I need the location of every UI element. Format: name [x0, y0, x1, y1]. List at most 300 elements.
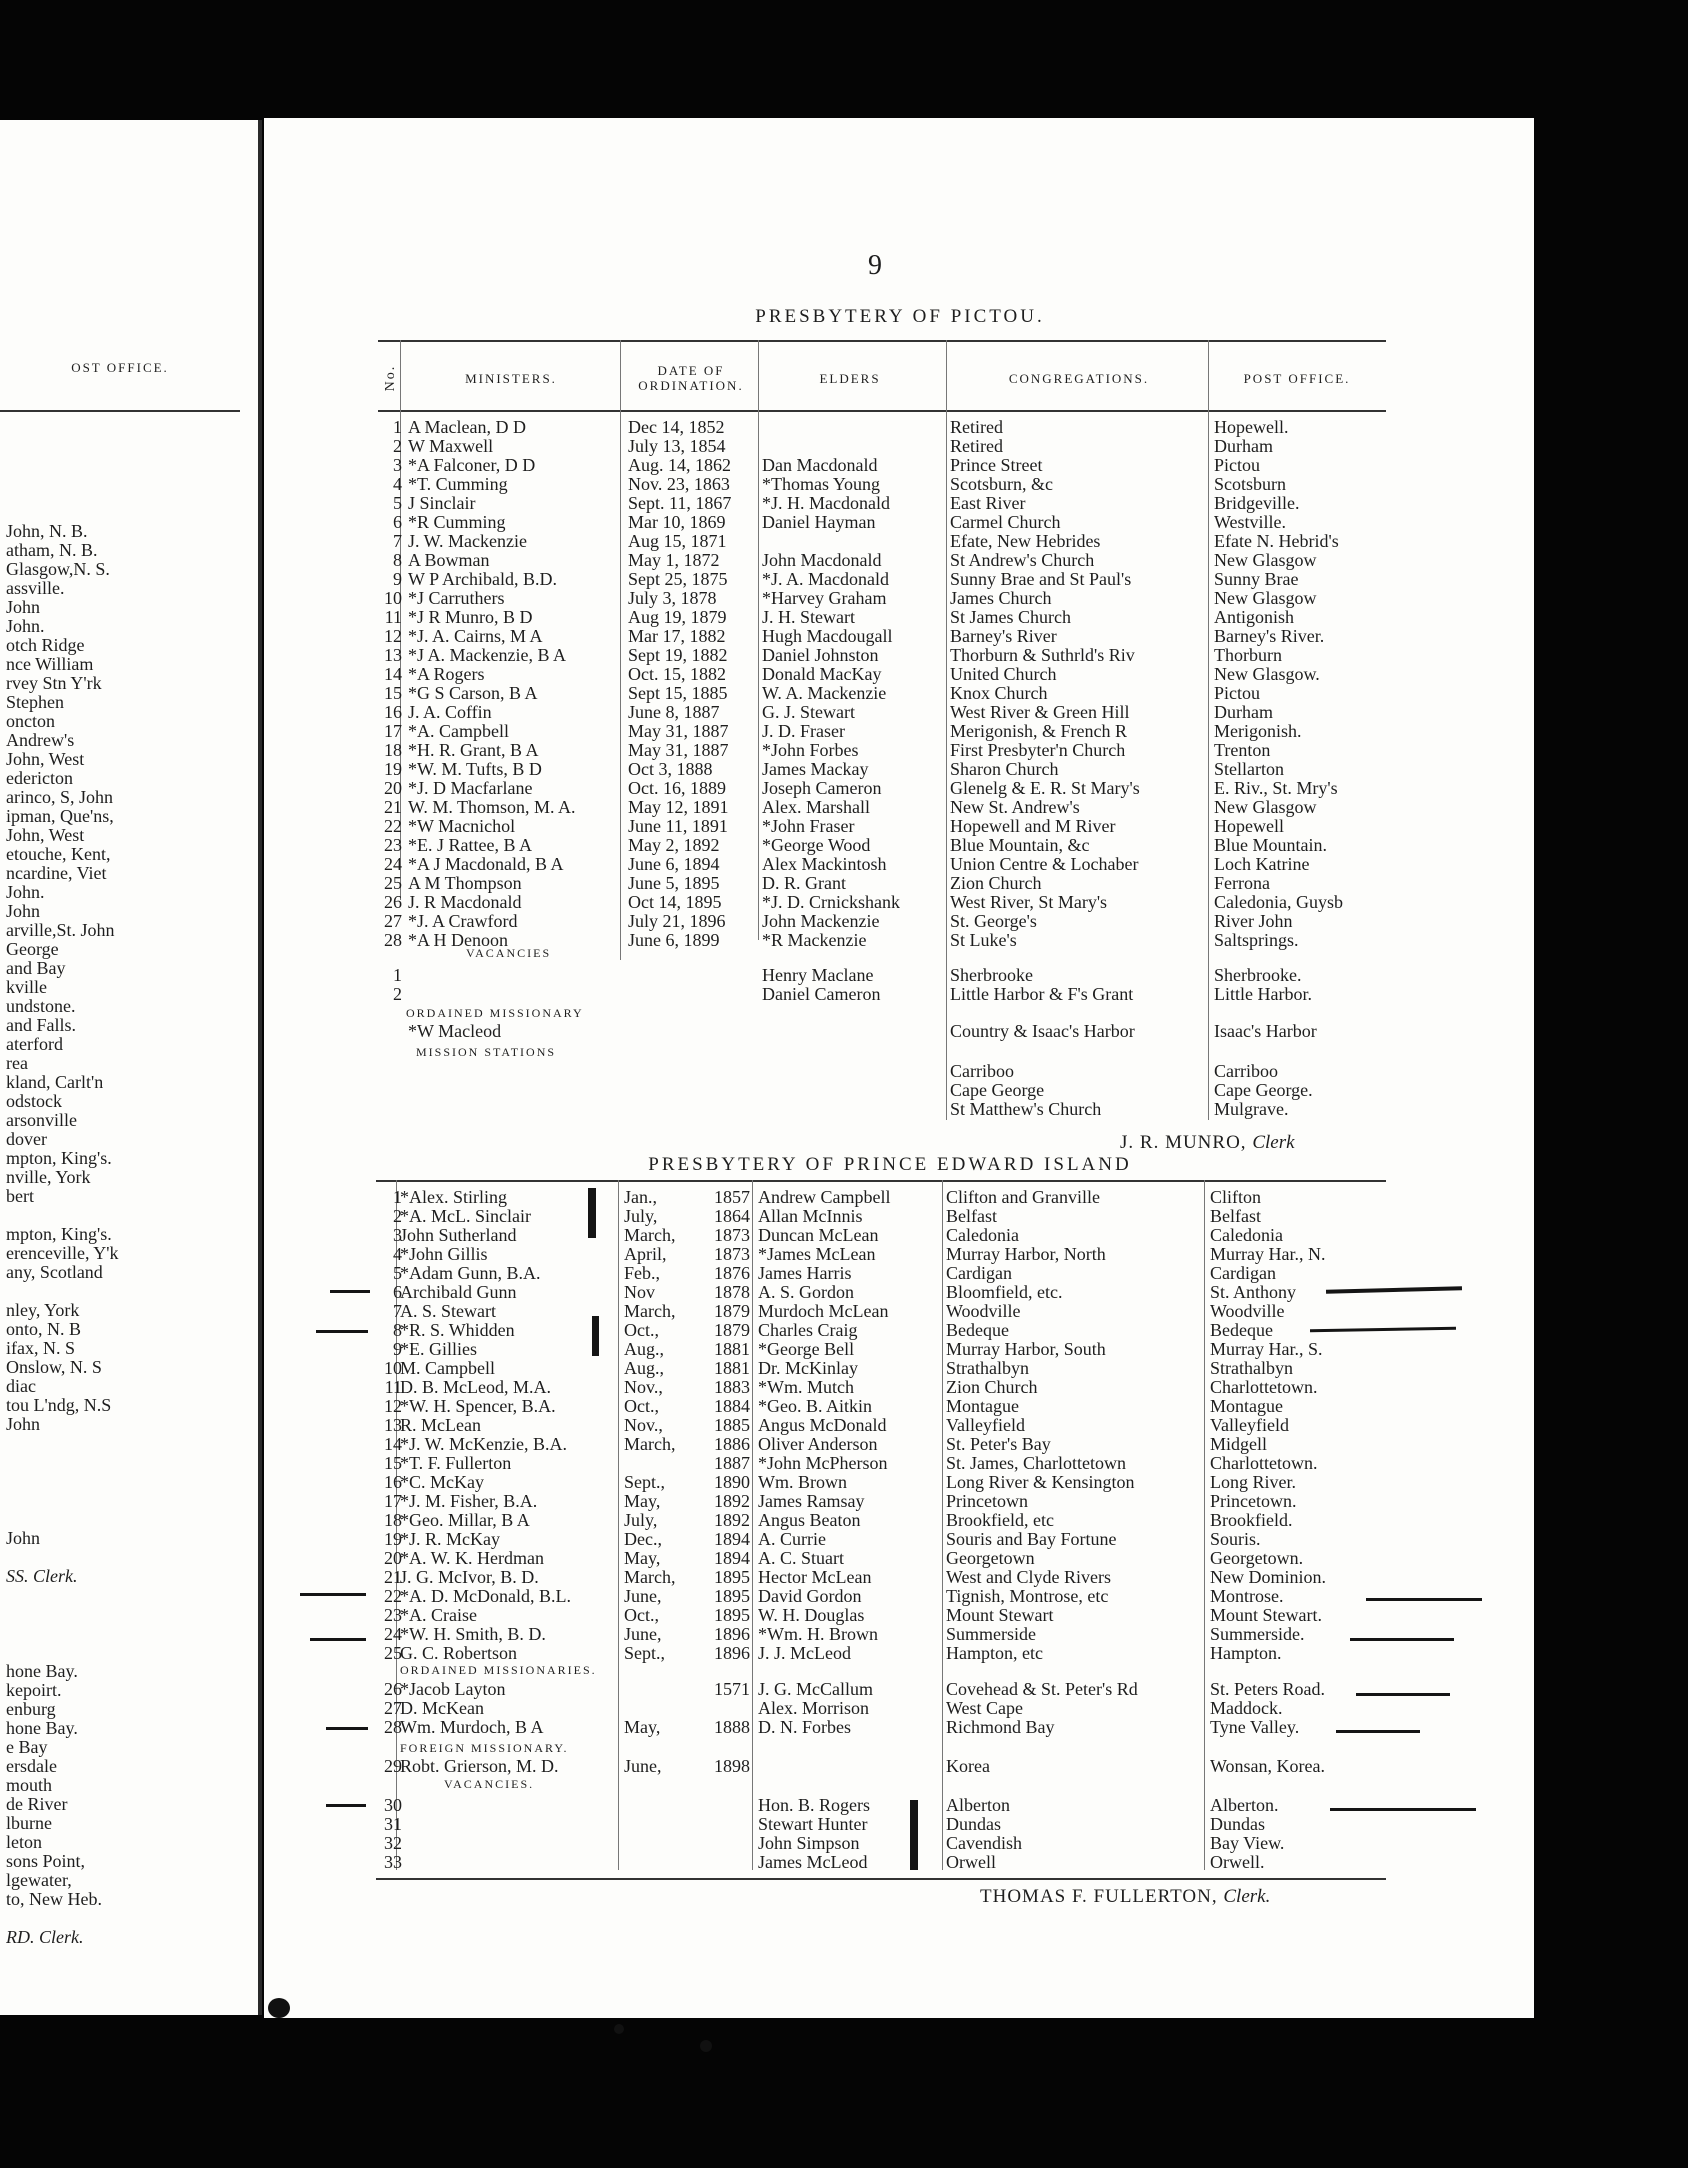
table-row — [380, 798, 1380, 817]
left-page-line: ersdale — [6, 1757, 57, 1776]
ordination-date: Mar 17, 1882 — [628, 627, 726, 646]
congregation: Hopewell and M River — [950, 817, 1116, 836]
pei-clerk — [980, 1886, 1270, 1908]
left-page-line: RD. Clerk. — [6, 1928, 84, 1947]
minister-name: *A. D. McDonald, B.L. — [400, 1587, 571, 1606]
post-office: Westville. — [1214, 513, 1287, 532]
row-number: 21 — [384, 798, 402, 817]
congregation: Merigonish, & French R — [950, 722, 1127, 741]
elder-name: D. R. Grant — [762, 874, 846, 893]
left-page-line: lburne — [6, 1814, 52, 1833]
elder-name: Charles Craig — [758, 1321, 858, 1340]
table-row — [380, 513, 1380, 532]
header-ordination: DATE OF ORDINATION. — [638, 363, 744, 393]
row-number: 27 — [384, 912, 402, 931]
ordination-year: 1896 — [714, 1644, 750, 1663]
congregation: Georgetown — [946, 1549, 1035, 1568]
ordination-date: May 2, 1892 — [628, 836, 720, 855]
row-number: 4 — [393, 1245, 402, 1264]
elder-name: John Macdonald — [762, 551, 882, 570]
congregation: Caledonia — [946, 1226, 1019, 1245]
row-number: 26 — [384, 1680, 402, 1699]
left-page-line: John — [6, 902, 41, 921]
post-office: Trenton — [1214, 741, 1271, 760]
row-number: 7 — [393, 532, 402, 551]
left-page-line: ipman, Que'ns, — [6, 807, 114, 826]
elder-name: *Geo. B. Aitkin — [758, 1397, 873, 1416]
left-page-line: John — [6, 598, 41, 617]
congregation: West Cape — [946, 1699, 1024, 1718]
post-office: Summerside. — [1210, 1625, 1305, 1644]
congregation: Sharon Church — [950, 760, 1059, 779]
left-page-line: any, Scotland — [6, 1263, 103, 1282]
left-page-line: diac — [6, 1377, 36, 1396]
congregation: Zion Church — [950, 874, 1042, 893]
ordination-year: 1896 — [714, 1625, 750, 1644]
minister-name: *J. D Macfarlane — [408, 779, 533, 798]
ordination-month: Nov — [624, 1283, 655, 1302]
row-number: 13 — [384, 646, 402, 665]
table-row — [380, 893, 1380, 912]
minister-name: *J A. Mackenzie, B A — [408, 646, 566, 665]
minister-name: *John Gillis — [400, 1245, 488, 1264]
table-row — [380, 684, 1380, 703]
left-page-line: and Bay — [6, 959, 66, 978]
congregation: Sunny Brae and St Paul's — [950, 570, 1132, 589]
table-row — [380, 703, 1380, 722]
post-office: Blue Mountain. — [1214, 836, 1327, 855]
minister-name: *A. Craise — [400, 1606, 477, 1625]
post-office: Stellarton — [1214, 760, 1284, 779]
pictou-clerk-name: J. R. MUNRO, — [1120, 1132, 1247, 1153]
row-number: 24 — [384, 1625, 402, 1644]
ordination-year: 1881 — [714, 1359, 750, 1378]
ordination-date: Sept. 11, 1867 — [628, 494, 732, 513]
left-page-line: tou L'ndg, N.S — [6, 1396, 112, 1415]
row-number: 2 — [393, 985, 402, 1004]
minister-name: *W. H. Spencer, B.A. — [400, 1397, 556, 1416]
table-row — [380, 1321, 1380, 1340]
post-office: Pictou — [1214, 456, 1261, 475]
row-number: 6 — [393, 513, 402, 532]
elder-name: Daniel Hayman — [762, 513, 876, 532]
ordination-month: June, — [624, 1587, 662, 1606]
congregation: St. Peter's Bay — [946, 1435, 1051, 1454]
congregation: Clifton and Granville — [946, 1188, 1100, 1207]
row-number: 19 — [384, 1530, 402, 1549]
minister-name: *J. W. McKenzie, B.A. — [400, 1435, 567, 1454]
congregation: St Andrew's Church — [950, 551, 1095, 570]
elder-name: *John Fraser — [762, 817, 855, 836]
elder-name: Joseph Cameron — [762, 779, 882, 798]
row-number: 22 — [384, 817, 402, 836]
elder-name: *Wm. H. Brown — [758, 1625, 878, 1644]
elder-name: J. D. Fraser — [762, 722, 845, 741]
elder-name: A. S. Gordon — [758, 1283, 855, 1302]
pen-mark — [1366, 1598, 1482, 1601]
ink-blot — [700, 2040, 712, 2052]
post-office: Belfast — [1210, 1207, 1261, 1226]
post-office: Saltsprings. — [1214, 931, 1299, 950]
table-row — [380, 1062, 1380, 1081]
post-office: New Glasgow — [1214, 589, 1317, 608]
minister-name: R. McLean — [400, 1416, 481, 1435]
post-office: Charlottetown. — [1210, 1454, 1318, 1473]
post-office: Merigonish. — [1214, 722, 1302, 741]
post-office: Cape George. — [1214, 1081, 1313, 1100]
post-office: Wonsan, Korea. — [1210, 1757, 1326, 1776]
left-page-line: e Bay — [6, 1738, 48, 1757]
congregation: Murray Harbor, North — [946, 1245, 1106, 1264]
table-row — [380, 817, 1380, 836]
pictou-ordained-missionary-label: ORDAINED MISSIONARY — [406, 1006, 584, 1020]
ordination-month: Sept., — [624, 1473, 666, 1492]
table-row — [380, 1022, 1380, 1041]
row-number: 1 — [393, 1188, 402, 1207]
row-number: 10 — [384, 589, 402, 608]
table-row — [380, 1568, 1380, 1587]
left-page-line: arsonville — [6, 1111, 77, 1130]
pen-mark — [592, 1316, 599, 1356]
table-row — [380, 418, 1380, 437]
left-page-line: enburg — [6, 1700, 56, 1719]
table-row — [380, 722, 1380, 741]
congregation: Efate, New Hebrides — [950, 532, 1101, 551]
pictou-clerk-title: Clerk — [1252, 1132, 1295, 1153]
row-number: 5 — [393, 494, 402, 513]
elder-name: J. G. McCallum — [758, 1680, 873, 1699]
table-row — [380, 741, 1380, 760]
ordination-date: May 12, 1891 — [628, 798, 729, 817]
table-row — [380, 1340, 1380, 1359]
post-office: Montague — [1210, 1397, 1283, 1416]
minister-name: *G S Carson, B A — [408, 684, 538, 703]
ordination-month: April, — [624, 1245, 667, 1264]
post-office: Sunny Brae — [1214, 570, 1299, 589]
post-office: Hopewell — [1214, 817, 1284, 836]
congregation: St. James, Charlottetown — [946, 1454, 1126, 1473]
elder-name: Angus McDonald — [758, 1416, 887, 1435]
minister-name: A Maclean, D D — [408, 418, 526, 437]
post-office: Brookfield. — [1210, 1511, 1293, 1530]
row-number: 18 — [384, 741, 402, 760]
post-office: New Glasgow. — [1214, 665, 1320, 684]
post-office: Murray Har., N. — [1210, 1245, 1326, 1264]
ordination-year: 1895 — [714, 1587, 750, 1606]
table-row — [380, 1587, 1380, 1606]
elder-name: Dan Macdonald — [762, 456, 878, 475]
header-no: No. — [382, 364, 398, 392]
row-number: 9 — [393, 570, 402, 589]
elder-name: W. A. Mackenzie — [762, 684, 887, 703]
page-number: 9 — [868, 250, 882, 281]
ordination-date: May 1, 1872 — [628, 551, 720, 570]
minister-name: *W. H. Smith, B. D. — [400, 1625, 546, 1644]
table-row — [380, 836, 1380, 855]
congregation: Thorburn & Suthrld's Riv — [950, 646, 1135, 665]
row-number: 26 — [384, 893, 402, 912]
row-number: 3 — [393, 456, 402, 475]
left-page-line: etouche, Kent, — [6, 845, 111, 864]
table-row — [380, 1264, 1380, 1283]
table-row — [380, 855, 1380, 874]
left-page-line: sons Point, — [6, 1852, 86, 1871]
table-row — [380, 1378, 1380, 1397]
left-page-line: Andrew's — [6, 731, 75, 750]
left-page-line: bert — [6, 1187, 34, 1206]
table-row — [380, 608, 1380, 627]
congregation: Bedeque — [946, 1321, 1009, 1340]
ordination-year: 1571 — [714, 1680, 750, 1699]
minister-name: *A Falconer, D D — [408, 456, 536, 475]
left-page-line: ncardine, Viet — [6, 864, 107, 883]
left-page-line: oncton — [6, 712, 55, 731]
ordination-date: Oct. 15, 1882 — [628, 665, 726, 684]
table-row — [380, 1188, 1380, 1207]
elder-name: Donald MacKay — [762, 665, 882, 684]
table-row — [380, 1359, 1380, 1378]
ordination-month: March, — [624, 1568, 676, 1587]
congregation: Carmel Church — [950, 513, 1061, 532]
ordination-year: 1883 — [714, 1378, 750, 1397]
row-number: 18 — [384, 1511, 402, 1530]
post-office: Scotsburn — [1214, 475, 1286, 494]
elder-name: David Gordon — [758, 1587, 862, 1606]
header-post-office: POST OFFICE. — [1243, 370, 1351, 386]
table-row — [380, 1718, 1380, 1737]
post-office: Souris. — [1210, 1530, 1261, 1549]
elder-name: *George Bell — [758, 1340, 855, 1359]
minister-name: *R. S. Whidden — [400, 1321, 515, 1340]
elder-name: *J. A. Macdonald — [762, 570, 889, 589]
row-number: 23 — [384, 1606, 402, 1625]
congregation: St. George's — [950, 912, 1037, 931]
congregation: James Church — [950, 589, 1052, 608]
ink-blot — [268, 1998, 290, 2018]
congregation: Brookfield, etc — [946, 1511, 1054, 1530]
congregation: Alberton — [946, 1796, 1010, 1815]
table-row — [380, 1834, 1380, 1853]
left-page-line: mpton, King's. — [6, 1149, 112, 1168]
congregation: Murray Harbor, South — [946, 1340, 1106, 1359]
ordination-date: Aug. 14, 1862 — [628, 456, 731, 475]
left-page-line: rea — [6, 1054, 28, 1073]
minister-name: M. Campbell — [400, 1359, 495, 1378]
post-office: St. Peters Road. — [1210, 1680, 1325, 1699]
left-page-line: John, West — [6, 826, 85, 845]
ordination-date: June 5, 1895 — [628, 874, 720, 893]
ordination-year: 1879 — [714, 1321, 750, 1340]
congregation: West and Clyde Rivers — [946, 1568, 1112, 1587]
row-number: 8 — [393, 1321, 402, 1340]
ordination-year: 1873 — [714, 1245, 750, 1264]
post-office: Isaac's Harbor — [1214, 1022, 1317, 1041]
ordination-year: 1876 — [714, 1264, 750, 1283]
post-office: Valleyfield — [1210, 1416, 1289, 1435]
left-page-line: leton — [6, 1833, 42, 1852]
post-office: Charlottetown. — [1210, 1378, 1318, 1397]
post-office: Dundas — [1210, 1815, 1265, 1834]
ordination-month: May, — [624, 1718, 661, 1737]
ordination-year: 1888 — [714, 1718, 750, 1737]
ordination-year: 1887 — [714, 1454, 750, 1473]
minister-name: *J. A. Cairns, M A — [408, 627, 543, 646]
table-row — [380, 1207, 1380, 1226]
left-page-line: otch Ridge — [6, 636, 85, 655]
minister-name: *W Macleod — [408, 1022, 502, 1041]
row-number: 16 — [384, 703, 402, 722]
table-row — [380, 1397, 1380, 1416]
left-page-line: to, New Heb. — [6, 1890, 102, 1909]
row-number: 13 — [384, 1416, 402, 1435]
congregation: Princetown — [946, 1492, 1028, 1511]
row-number: 1 — [393, 966, 402, 985]
post-office: Durham — [1214, 437, 1273, 456]
minister-name: *J R Munro, B D — [408, 608, 533, 627]
elder-name: Dr. McKinlay — [758, 1359, 858, 1378]
minister-name: *A. McL. Sinclair — [400, 1207, 531, 1226]
table-row — [380, 1853, 1380, 1872]
pen-mark — [316, 1330, 368, 1333]
row-number: 27 — [384, 1699, 402, 1718]
table-row — [380, 760, 1380, 779]
table-row — [380, 1473, 1380, 1492]
elder-name: Hon. B. Rogers — [758, 1796, 870, 1815]
ordination-month: July, — [624, 1207, 658, 1226]
ordination-date: July 13, 1854 — [628, 437, 726, 456]
left-page-line: John. — [6, 883, 45, 902]
minister-name: J Sinclair — [408, 494, 476, 513]
post-office: Hampton. — [1210, 1644, 1282, 1663]
elder-name: A. Currie — [758, 1530, 826, 1549]
ordination-month: Aug., — [624, 1340, 664, 1359]
table-row — [380, 1492, 1380, 1511]
post-office: Durham — [1214, 703, 1273, 722]
elder-name: *J. H. Macdonald — [762, 494, 890, 513]
row-number: 24 — [384, 855, 402, 874]
pei-bottom-rule — [376, 1878, 1386, 1880]
ordination-date: Sept 15, 1885 — [628, 684, 728, 703]
pei-ordained-missionaries-label: ORDAINED MISSIONARIES. — [400, 1663, 597, 1677]
elder-name: W. H. Douglas — [758, 1606, 865, 1625]
left-page-line: hone Bay. — [6, 1719, 78, 1738]
congregation: West River & Green Hill — [950, 703, 1130, 722]
ordination-year: 1879 — [714, 1302, 750, 1321]
post-office: Bay View. — [1210, 1834, 1285, 1853]
pei-clerk-title: Clerk. — [1223, 1886, 1271, 1907]
table-row — [380, 589, 1380, 608]
row-number: 28 — [384, 1718, 402, 1737]
minister-name: Wm. Murdoch, B A — [400, 1718, 544, 1737]
post-office: Orwell. — [1210, 1853, 1265, 1872]
table-row — [380, 1530, 1380, 1549]
left-page-line: hone Bay. — [6, 1662, 78, 1681]
table-row — [380, 1757, 1380, 1776]
minister-name: *T. Cumming — [408, 475, 508, 494]
left-page-line: kepoirt. — [6, 1681, 62, 1700]
congregation: Valleyfield — [946, 1416, 1025, 1435]
ordination-month: March, — [624, 1226, 676, 1245]
pictou-top-rule — [378, 340, 1386, 342]
pen-mark — [330, 1290, 370, 1293]
minister-name: *A J Macdonald, B A — [408, 855, 564, 874]
congregation: Mount Stewart — [946, 1606, 1054, 1625]
left-post-office-header: OST OFFICE. — [71, 360, 169, 375]
table-row — [380, 1511, 1380, 1530]
ordination-month: Oct., — [624, 1606, 659, 1625]
table-row — [380, 1699, 1380, 1718]
pictou-vacancies-label: VACANCIES — [466, 946, 552, 960]
post-office: Little Harbor. — [1214, 985, 1312, 1004]
table-row — [380, 779, 1380, 798]
minister-name: J. A. Coffin — [408, 703, 492, 722]
minister-name: J. R Macdonald — [408, 893, 522, 912]
post-office: Clifton — [1210, 1188, 1262, 1207]
elder-name: James Ramsay — [758, 1492, 865, 1511]
ordination-date: May 31, 1887 — [628, 741, 729, 760]
left-page-line: nville, York — [6, 1168, 91, 1187]
row-number: 32 — [384, 1834, 402, 1853]
row-number: 15 — [384, 684, 402, 703]
pen-mark — [326, 1727, 368, 1730]
table-row — [380, 646, 1380, 665]
left-page-line: kland, Carlt'n — [6, 1073, 104, 1092]
table-row — [380, 966, 1380, 985]
congregation: Hampton, etc — [946, 1644, 1043, 1663]
minister-name: *T. F. Fullerton — [400, 1454, 512, 1473]
ordination-month: Nov., — [624, 1416, 663, 1435]
elder-name: Alex. Morrison — [758, 1699, 869, 1718]
table-row — [380, 1283, 1380, 1302]
congregation: Woodville — [946, 1302, 1021, 1321]
elder-name: Wm. Brown — [758, 1473, 847, 1492]
row-number: 2 — [393, 437, 402, 456]
row-number: 11 — [384, 608, 402, 627]
elder-name: John Simpson — [758, 1834, 860, 1853]
post-office: Sherbrooke. — [1214, 966, 1302, 985]
ordination-month: June, — [624, 1625, 662, 1644]
row-number: 29 — [384, 1757, 402, 1776]
ordination-date: July 21, 1896 — [628, 912, 726, 931]
congregation: Knox Church — [950, 684, 1048, 703]
congregation: Retired — [950, 418, 1003, 437]
pei-foreign-missionary-label: FOREIGN MISSIONARY. — [400, 1741, 569, 1755]
minister-name: *A. Campbell — [408, 722, 509, 741]
row-number: 20 — [384, 1549, 402, 1568]
post-office: Alberton. — [1210, 1796, 1279, 1815]
row-number: 5 — [393, 1264, 402, 1283]
left-page-line: onto, N. B — [6, 1320, 82, 1339]
minister-name: W P Archibald, B.D. — [408, 570, 557, 589]
row-number: 28 — [384, 931, 402, 950]
ordination-year: 1894 — [714, 1530, 750, 1549]
row-number: 3 — [393, 1226, 402, 1245]
left-facing-page — [0, 120, 262, 2015]
post-office: Carriboo — [1214, 1062, 1278, 1081]
elder-name: James Harris — [758, 1264, 852, 1283]
congregation: Orwell — [946, 1853, 996, 1872]
left-page-line: rvey Stn Y'rk — [6, 674, 102, 693]
ordination-month: Nov., — [624, 1378, 663, 1397]
post-office: New Dominion. — [1210, 1568, 1326, 1587]
ordination-month: Jan., — [624, 1188, 657, 1207]
left-page-line: nley, York — [6, 1301, 80, 1320]
row-number: 17 — [384, 1492, 402, 1511]
minister-name: *Jacob Layton — [400, 1680, 506, 1699]
left-page-line: Onslow, N. S — [6, 1358, 102, 1377]
pei-clerk-name: THOMAS F. FULLERTON, — [980, 1886, 1218, 1907]
post-office: Murray Har., S. — [1210, 1340, 1323, 1359]
